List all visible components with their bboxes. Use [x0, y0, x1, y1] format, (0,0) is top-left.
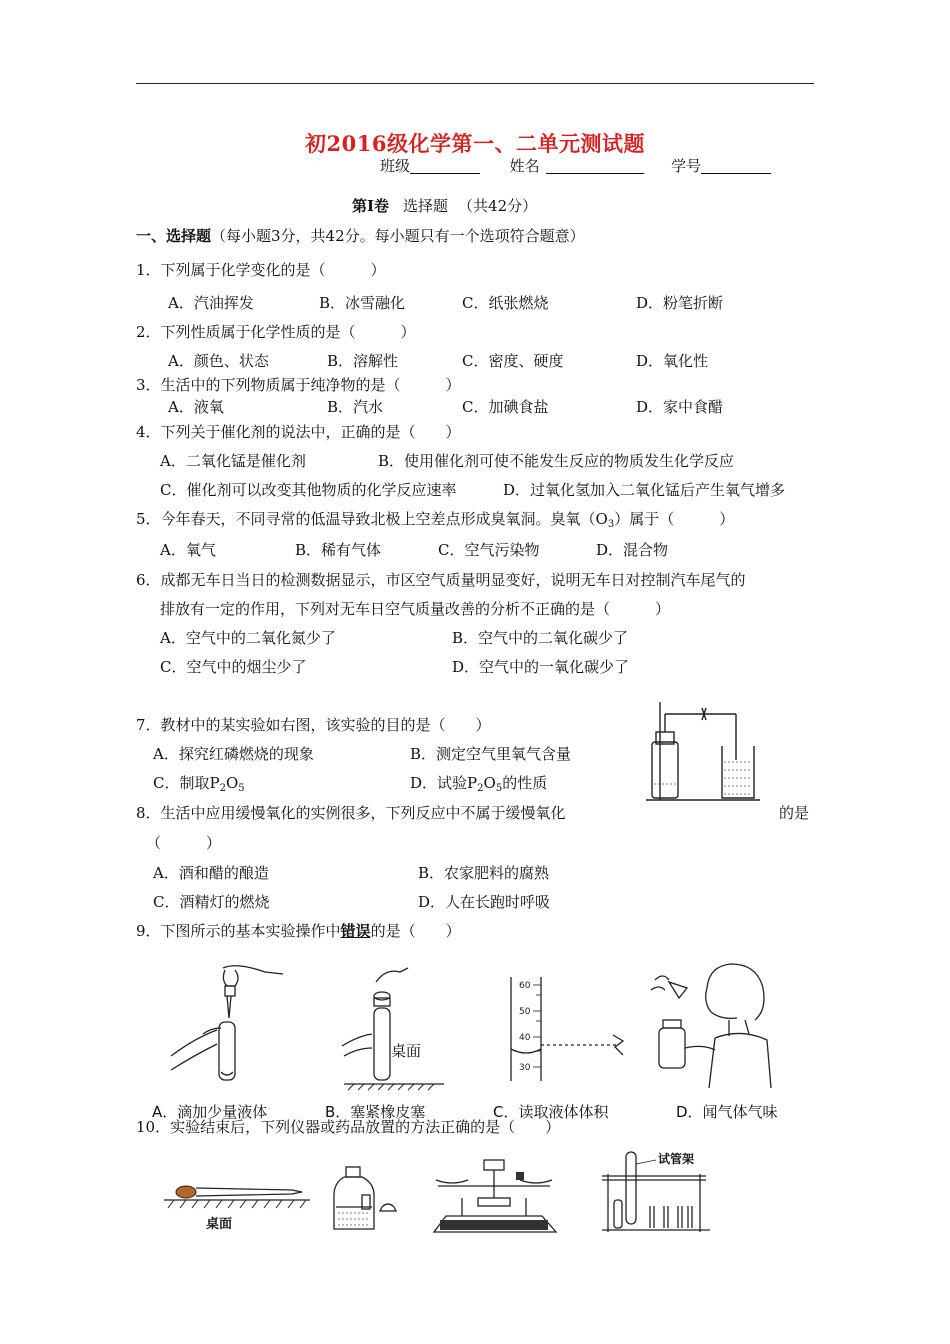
name-label: 姓名	[509, 157, 540, 175]
q8-stem-end: 的是	[779, 804, 810, 822]
q7-option-b[interactable]: B．测定空气里氧气含量	[410, 745, 572, 763]
q5-stem-sub: 3	[607, 519, 615, 530]
q9-tick-30: 30	[519, 1063, 531, 1073]
q9-caption-a[interactable]: A．滴加少量液体	[152, 1103, 268, 1121]
q7-d-mid: O	[483, 774, 496, 792]
part-heading-text: 一、选择题	[136, 227, 212, 245]
q8-paren: （ ）	[146, 834, 222, 852]
q2-option-c[interactable]: C．密度、硬度	[462, 352, 564, 370]
q9-caption-b[interactable]: B．塞紧橡皮塞	[325, 1103, 426, 1121]
q3-option-d[interactable]: D．家中食醋	[636, 398, 724, 416]
q2-option-d[interactable]: D．氧化性	[636, 352, 709, 370]
q1-option-d[interactable]: D．粉笔折断	[636, 294, 724, 312]
q3-option-a[interactable]: A．液氧	[168, 398, 224, 416]
q7-option-c[interactable]	[153, 772, 245, 794]
q8-option-c[interactable]: C．酒精灯的燃烧	[153, 893, 270, 911]
id-blank[interactable]	[701, 158, 771, 174]
q10-desk-label: 桌面	[206, 1217, 233, 1232]
section-score: （共42分）	[458, 197, 538, 215]
q2-option-b[interactable]: B．溶解性	[327, 352, 399, 370]
q6-option-b[interactable]: B．空气中的二氧化碳少了	[452, 629, 629, 647]
q6-option-c[interactable]: C．空气中的烟尘少了	[160, 658, 307, 676]
q9-caption-c[interactable]: C．读取液体体积	[493, 1103, 609, 1121]
q1-option-b[interactable]: B．冰雪融化	[319, 294, 406, 312]
q4-option-b[interactable]: B．使用催化剂可使不能发生反应的物质发生化学反应	[378, 452, 735, 470]
q10-rack-label: 试管架	[658, 1152, 695, 1166]
q5-option-a[interactable]: A．氧气	[160, 541, 216, 559]
q4-option-c[interactable]: C．催化剂可以改变其他物质的化学反应速率	[160, 481, 457, 499]
q9-figure-a-dropper	[165, 960, 295, 1090]
section-heading	[352, 195, 537, 216]
part-note: （每小题3分，共42分。每小题只有一个选项符合题意）	[211, 227, 585, 245]
q7-d-sub1: 2	[477, 783, 484, 794]
q7-stem: 7．教材中的某实验如右图，该实验的目的是（ ）	[136, 716, 491, 734]
q6-stem-line2: 排放有一定的作用，下列对无车日空气质量改善的分析不正确的是（ ）	[160, 600, 671, 618]
q5-option-d[interactable]: D．混合物	[596, 541, 669, 559]
q5-stem	[136, 508, 734, 530]
q9-tick-50: 50	[519, 1007, 531, 1017]
q7-option-a[interactable]: A．探究红磷燃烧的现象	[153, 745, 314, 763]
q4-option-d[interactable]: D．过氧化氢加入二氧化锰后产生氧气增多	[503, 481, 786, 499]
q2-stem: 2．下列性质属于化学性质的是（ ）	[136, 323, 416, 341]
q8-option-d[interactable]: D．人在长跑时呼吸	[418, 893, 551, 911]
top-rule	[136, 83, 814, 84]
q7-c-pre: C．制取P	[153, 774, 220, 792]
page-title: 初2016级化学第一、二单元测试题	[305, 131, 645, 156]
q10-figure-c-balance	[432, 1158, 562, 1236]
q10-figure-a-dropper-on-desk	[162, 1176, 312, 1210]
q9-stem-pre: 9．下图所示的基本实验操作中	[136, 922, 341, 940]
q7-d-sub2: 5	[495, 783, 503, 794]
id-label: 学号	[671, 157, 702, 175]
q2-option-a[interactable]: A．颜色、状态	[168, 352, 269, 370]
q7-c-sub1: 2	[219, 783, 226, 794]
q5-stem-pre: 5．今年春天，不同寻常的低温导致北极上空差点形成臭氧洞。臭氧（O	[136, 510, 608, 528]
q7-d-post: 的性质	[502, 774, 548, 792]
q6-stem-line1: 6．成都无车日当日的检测数据显示，市区空气质量明显变好，说明无车日对控制汽车尾气的	[136, 571, 746, 589]
q9-figure-d-smelling	[645, 958, 775, 1090]
class-blank[interactable]	[410, 158, 480, 174]
q9-desk-label: 桌面	[391, 1042, 422, 1060]
q1-option-a[interactable]: A．汽油挥发	[168, 294, 254, 312]
q10-stem: 10．实验结束后，下列仪器或药品放置的方法正确的是（ ）	[136, 1118, 561, 1136]
q9-stem-post: 的是（ ）	[370, 922, 461, 940]
q3-option-c[interactable]: C．加碘食盐	[462, 398, 549, 416]
q7-c-sub2: 5	[238, 783, 245, 794]
q1-option-c[interactable]: C．纸张燃烧	[462, 294, 549, 312]
q3-stem: 3．生活中的下列物质属于纯净物的是（ ）	[136, 376, 461, 394]
header-fields	[380, 155, 771, 176]
q8-option-a[interactable]: A．酒和醋的酿造	[153, 864, 269, 882]
q9-tick-40: 40	[519, 1033, 531, 1043]
q10-figure-b-reagent-bottle	[330, 1165, 402, 1233]
q4-stem: 4．下列关于催化剂的说法中，正确的是（ ）	[136, 423, 461, 441]
q9-figure-c-cylinder	[505, 975, 630, 1083]
q6-option-a[interactable]: A．空气中的二氧化氮少了	[160, 629, 336, 647]
q5-option-c[interactable]: C．空气污染物	[438, 541, 540, 559]
q9-stem-emphasis: 错误	[340, 922, 371, 940]
q1-stem: 1．下列属于化学变化的是（ ）	[136, 261, 386, 279]
q9-caption-d[interactable]: D．闻气体气味	[676, 1103, 778, 1121]
q8-option-b[interactable]: B．农家肥料的腐熟	[418, 864, 550, 882]
q9-figure-b-stopper	[338, 960, 448, 1092]
q7-d-pre: D．试验P	[410, 774, 478, 792]
part-heading	[136, 225, 585, 246]
q5-stem-post: ）属于（ ）	[614, 510, 735, 528]
name-blank[interactable]	[546, 158, 644, 174]
q9-stem	[136, 920, 461, 941]
q7-option-d[interactable]	[410, 772, 547, 794]
q7-apparatus-figure	[640, 700, 770, 802]
q6-option-d[interactable]: D．空气中的一氧化碳少了	[452, 658, 630, 676]
q9-tick-60: 60	[519, 981, 531, 991]
q4-option-a[interactable]: A．二氧化锰是催化剂	[160, 452, 306, 470]
section-name: 选择题	[403, 197, 449, 215]
q7-c-mid: O	[225, 774, 239, 792]
class-label: 班级	[380, 157, 411, 175]
q8-stem: 8．生活中应用缓慢氧化的实例很多，下列反应中不属于缓慢氧化	[136, 804, 566, 822]
q5-option-b[interactable]: B．稀有气体	[295, 541, 382, 559]
q3-option-b[interactable]: B．汽水	[327, 398, 384, 416]
section-vol: 第Ⅰ卷	[352, 197, 390, 215]
